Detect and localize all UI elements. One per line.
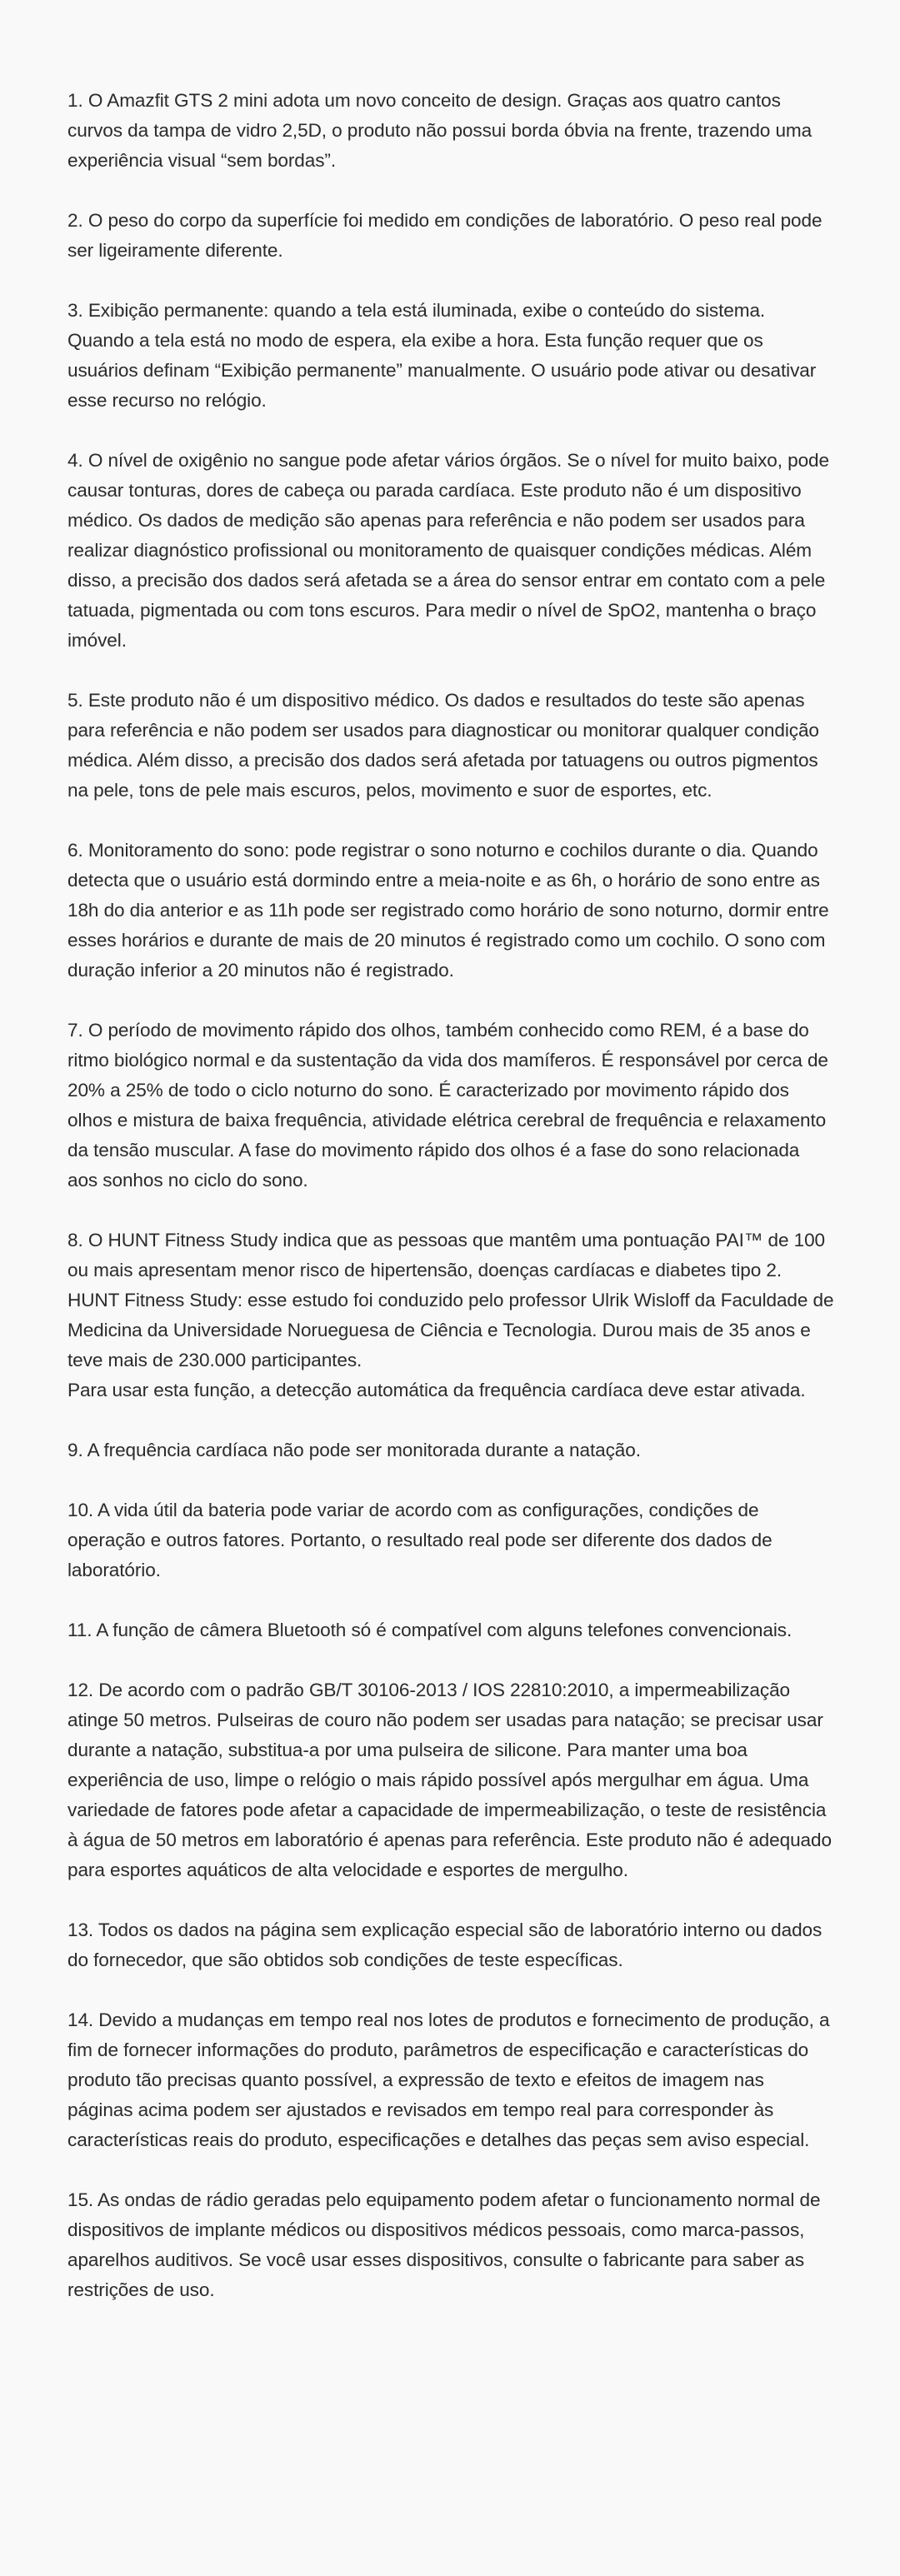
footnote-1: 1. O Amazfit GTS 2 mini adota um novo conceito de design. Graças aos quatro cantos curvos da tampa de vidro 2,5D, o produto não possui borda óbvia na frente, trazendo uma experiência visual “sem bordas”. bbox=[68, 90, 812, 171]
footnote-4: 4. O nível de oxigênio no sangue pode afetar vários órgãos. Se o nível for muito baixo, pode causar tonturas, dores de cabeça ou parada cardíaca. Este produto não é um dispositivo médico. Os dados de medição são apenas para referência e não podem ser usados para realizar diagnóstico profissional ou monitoramento de quaisquer condições médicas. Além disso, a precisão dos dados será afetada se a área do sensor entrar em contato com a pele tatuada, pigmentada ou com tons escuros. Para medir o nível de SpO2, mantenha o braço imóvel. bbox=[68, 450, 829, 651]
footnote-11: 11. A função de câmera Bluetooth só é compatível com alguns telefones convencionais. bbox=[68, 1620, 792, 1640]
footnote-15: 15. As ondas de rádio geradas pelo equipamento podem afetar o funcionamento normal de dispositivos de implante médicos ou dispositivos médicos pessoais, como marca-passos, aparelhos auditivos. Se você usar esses dispositivos, consulte o fabricante para saber as restrições de uso. bbox=[68, 2189, 821, 2300]
footnote-3: 3. Exibição permanente: quando a tela está iluminada, exibe o conteúdo do sistema. Quando a tela está no modo de espera, ela exibe a hora. Esta função requer que os usuários definam “Exibição permanente” manualmente. O usuário pode ativar ou desativar esse recurso no relógio. bbox=[68, 300, 817, 411]
footnote-14: 14. Devido a mudanças em tempo real nos lotes de produtos e fornecimento de produção, a fim de fornecer informações do produto, parâmetros de especificação e características do produto tão precisas quanto possível, a expressão de texto e efeitos de imagem nas páginas acima podem ser ajustados e revisados em tempo real para corresponder às características reais do produto, especificações e detalhes das peças sem aviso especial. bbox=[68, 2009, 830, 2150]
footnote-5: 5. Este produto não é um dispositivo médico. Os dados e resultados do teste são apenas para referência e não podem ser usados para diagnosticar ou monitorar qualquer condição médica. Além disso, a precisão dos dados será afetada por tatuagens ou outros pigmentos na pele, tons de pele mais escuros, pelos, movimento e suor de esportes, etc. bbox=[68, 690, 819, 801]
footnotes-list bbox=[68, 86, 834, 2335]
footnote-12: 12. De acordo com o padrão GB/T 30106-2013 / IOS 22810:2010, a impermeabilização atinge 50 metros. Pulseiras de couro não podem ser usadas para natação; se precisar usar durante a natação, substitua-a por uma pulseira de silicone. Para manter uma boa experiência de uso, limpe o relógio o mais rápido possível após mergulhar em água. Uma variedade de fatores pode afetar a capacidade de impermeabilização, o teste de resistência à água de 50 metros em laboratório é apenas para referência. Este produto não é adequado para esportes aquáticos de alta velocidade e esportes de mergulho. bbox=[68, 1680, 832, 1880]
footnote-9: 9. A frequência cardíaca não pode ser monitorada durante a natação. bbox=[68, 1440, 641, 1460]
footnote-13: 13. Todos os dados na página sem explicação especial são de laboratório interno ou dados do fornecedor, que são obtidos sob condições de teste específicas. bbox=[68, 1920, 822, 1970]
footnote-8: 8. O HUNT Fitness Study indica que as pessoas que mantêm uma pontuação PAI™ de 100 ou mais apresentam menor risco de hipertensão, doenças cardíacas e diabetes tipo 2. HUNT Fitness Study: esse estudo foi conduzido pelo professor Ulrik Wisloff da Faculdade de Medicina da Universidade Norueguesa de Ciência e Tecnologia. Durou mais de 35 anos e teve mais de 230.000 participantes. Para usar esta função, a detecção automática da frequência cardíaca deve estar ativada. bbox=[68, 1230, 834, 1400]
footnote-10: 10. A vida útil da bateria pode variar de acordo com as configurações, condições de operação e outros fatores. Portanto, o resultado real pode ser diferente dos dados de laboratório. bbox=[68, 1500, 772, 1580]
footnote-2: 2. O peso do corpo da superfície foi medido em condições de laboratório. O peso real pode ser ligeiramente diferente. bbox=[68, 210, 822, 261]
footnote-6: 6. Monitoramento do sono: pode registrar o sono noturno e cochilos durante o dia. Quando detecta que o usuário está dormindo entre a meia-noite e as 6h, o horário de sono entre as 18h do dia anterior e as 11h pode ser registrado como horário de sono noturno, dormir entre esses horários e durante de mais de 20 minutos é registrado como um cochilo. O sono com duração inferior a 20 minutos não é registrado. bbox=[68, 840, 829, 981]
footnote-7: 7. O período de movimento rápido dos olhos, também conhecido como REM, é a base do ritmo biológico normal e da sustentação da vida dos mamíferos. É responsável por cerca de 20% a 25% de todo o ciclo noturno do sono. É caracterizado por movimento rápido dos olhos e mistura de baixa frequência, atividade elétrica cerebral de frequência e relaxamento da tensão muscular. A fase do movimento rápido dos olhos é a fase do sono relacionada aos sonhos no ciclo do sono. bbox=[68, 1020, 828, 1191]
